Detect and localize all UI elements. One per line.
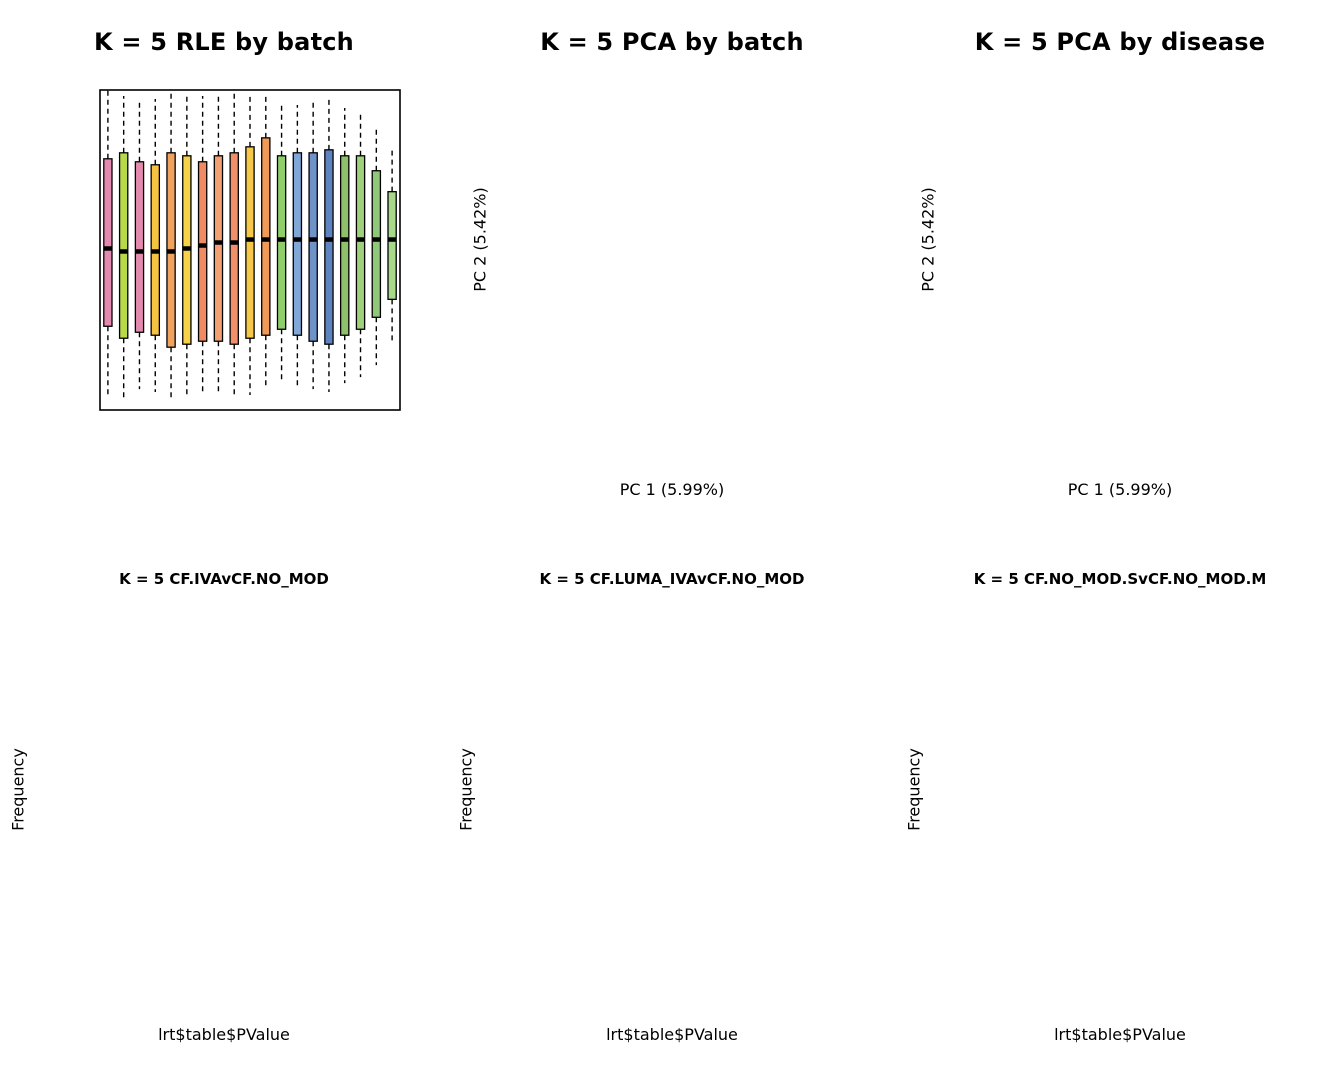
panel-hist-1 [0, 540, 448, 1075]
pca-disease-ylabel: PC 2 (5.42%) [918, 187, 938, 292]
hist-2-plot [448, 595, 896, 1015]
hist-3-xlabel: lrt$table$PValue [1054, 1025, 1186, 1044]
boxplot-box [372, 171, 380, 318]
hist-3-plot [896, 595, 1344, 1015]
pca-batch-ylabel: PC 2 (5.42%) [470, 187, 490, 292]
hist-3-ylabel: Frequency [904, 748, 924, 831]
boxplot-box [325, 150, 333, 344]
panel-pca-batch [448, 0, 896, 540]
boxplot-box [230, 153, 238, 344]
pca-batch-xlabel: PC 1 (5.99%) [619, 480, 725, 499]
boxplot-box [246, 147, 254, 338]
boxplot-box [341, 156, 349, 335]
panel-hist-2-title: K = 5 CF.LUMA_IVAvCF.NO_MOD [539, 570, 805, 588]
boxplot-box [388, 192, 396, 300]
hist-2-ylabel: Frequency [456, 748, 476, 831]
panel-hist-1-title: K = 5 CF.IVAvCF.NO_MOD [119, 570, 329, 588]
boxplot-box [356, 156, 364, 329]
hist-1-ylabel: Frequency [8, 748, 28, 831]
boxplot-box [104, 159, 112, 326]
rle-plot [0, 55, 448, 535]
boxplot-box [309, 153, 317, 341]
panel-rle [0, 0, 448, 540]
hist-2-xlabel: lrt$table$PValue [606, 1025, 738, 1044]
panel-pca-batch-title: K = 5 PCA by batch [540, 28, 804, 56]
hist-1-xlabel: lrt$table$PValue [158, 1025, 290, 1044]
panel-hist-3 [896, 540, 1344, 1075]
panel-pca-disease [896, 0, 1344, 540]
boxplot-box [277, 156, 285, 329]
pca-batch-plot [448, 55, 896, 535]
pca-disease-xlabel: PC 1 (5.99%) [1067, 480, 1173, 499]
hist-1-plot [0, 595, 448, 1015]
panel-hist-3-title: K = 5 CF.NO_MOD.SvCF.NO_MOD.M [973, 570, 1267, 588]
boxplot-box [262, 138, 270, 335]
panel-pca-disease-title: K = 5 PCA by disease [974, 28, 1266, 56]
pca-disease-plot [896, 55, 1344, 535]
boxplot-box [199, 162, 207, 341]
boxplot-box [214, 156, 222, 341]
boxplot-box [120, 153, 128, 338]
panel-hist-2 [448, 540, 896, 1075]
boxplot-box [293, 153, 301, 335]
panel-rle-title: K = 5 RLE by batch [94, 28, 354, 56]
boxplot-box [135, 162, 143, 332]
